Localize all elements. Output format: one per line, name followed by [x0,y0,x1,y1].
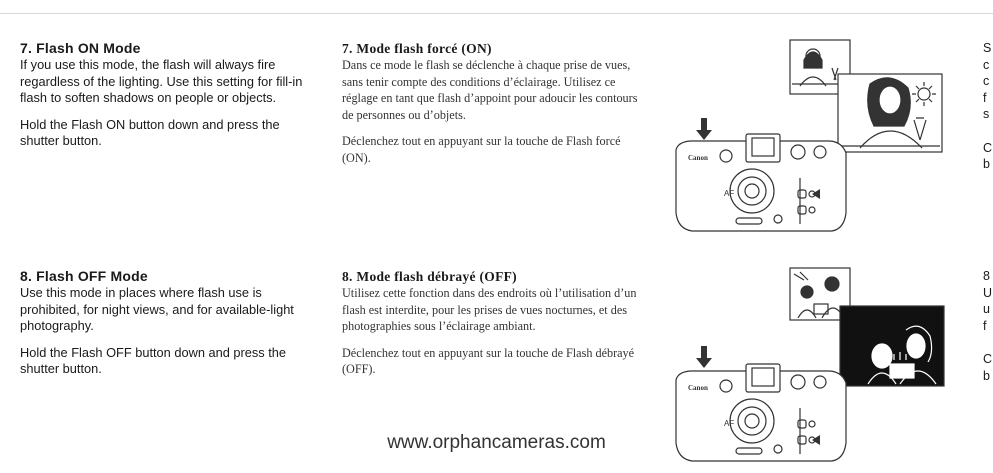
camera-brand-label: Canon [688,384,708,392]
section-7-french [342,40,642,177]
section-7-fr-title: 7. Mode flash forcé (ON) [342,41,492,56]
cutoff-letter: c [983,74,990,89]
cutoff-letter: C [983,140,993,155]
flash-on-illustration [660,38,960,238]
section-8-en-title: 8. Flash OFF Mode [20,268,148,284]
section-7-fr-paragraph-2: Déclenchez tout en appuyant sur la touche de Flash forcé (ON). [342,134,621,165]
section-8-en-paragraph-2: Hold the Flash OFF button down and press the shutter button. [20,344,287,377]
cutoff-letter: S [983,41,992,55]
camera-flash-on [676,134,846,231]
section-8-fr-title: 8. Mode flash débrayé (OFF) [342,269,517,284]
cutoff-letter: b [983,157,990,172]
camera-af-label: AF [724,419,735,428]
section-7-en-paragraph-2: Hold the Flash ON button down and press the shutter button. [20,116,280,149]
cutoff-letter: s [983,107,990,122]
cutoff-letter: U [983,285,993,300]
section-8-fr-paragraph-1: Utilisez cette fonction dans des endroits où l’utilisation d’un flash est interdite, pour les prises de vues nocturnes, et des photographies sous l’éclairage ambiant. [342,286,637,334]
camera-brand-label: Canon [688,154,708,162]
section-7-en-title: 7. Flash ON Mode [20,40,141,56]
cutoff-letter [983,334,993,351]
section-7-en-paragraph-1: If you use this mode, the flash will always fire regardless of the lighting. Use this setting for fill-in flash to soften shadows on people or objects. [20,57,303,106]
arrow-down-icon [696,118,712,140]
cutoff-letter: b [983,368,990,383]
cutoff-letter [983,123,993,140]
cutoff-letter: u [983,302,990,317]
section-8-english [20,268,320,388]
footer-url [0,432,993,454]
section-7-english [20,40,320,160]
footer-url-text: www.orphancameras.com [387,432,606,453]
arrow-down-icon [696,346,712,368]
section-8-french [342,268,642,388]
section-8-fr-paragraph-2: Déclenchez tout en appuyant sur la touche de Flash débrayé (OFF). [342,345,635,377]
cutoff-column-7 [983,40,993,173]
cutoff-letter: f [983,318,987,333]
camera-af-label: AF [724,189,735,198]
top-rule [0,13,993,14]
cutoff-letter: C [983,351,993,366]
cutoff-letter: f [983,90,987,105]
section-7-fr-paragraph-1: Dans ce mode le flash se déclenche à chaque prise de vues, sans tenir compte des conditions d’éclairage. Utilisez ce réglage en tant que flash d’appoint pour adoucir les contours de personnes ou d’objets. [342,58,638,122]
cutoff-letter: 8 [983,269,990,283]
large-photo-flash-off [840,306,944,386]
large-photo-flash-on [838,74,942,152]
section-8-en-paragraph-1: Use this mode in places where flash use is prohibited, for night views, and for available-light photography. [20,285,294,334]
cutoff-letter: c [983,57,990,72]
cutoff-column-8 [983,268,993,384]
